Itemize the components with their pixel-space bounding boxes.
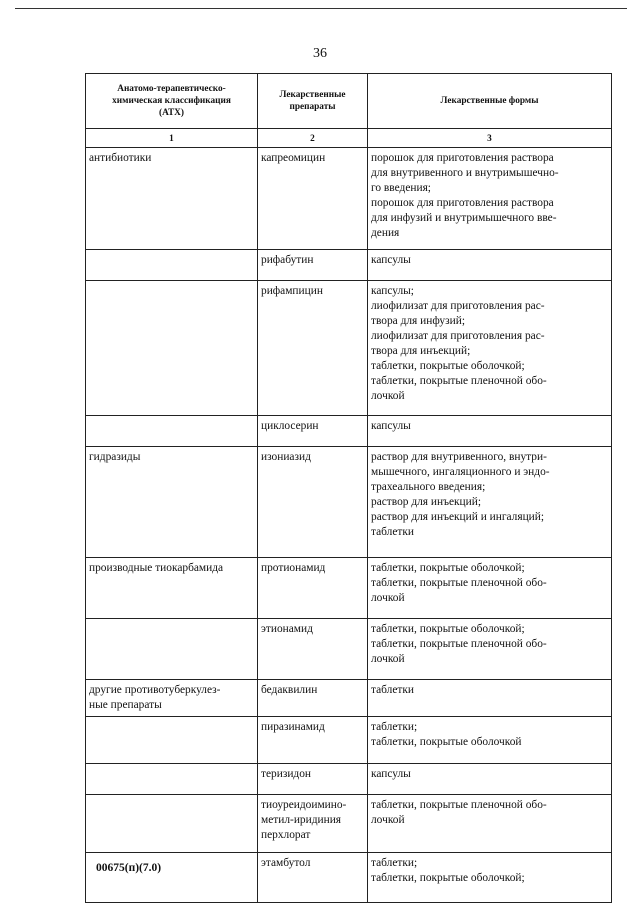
document-code: 00675(п)(7.0) — [96, 862, 162, 874]
drug-cell — [258, 853, 368, 903]
column-number-row — [86, 129, 612, 148]
drug-cell-line: циклосерин — [261, 420, 319, 432]
forms-cell-line: раствор для инъекций и ингаляций; — [371, 511, 545, 523]
forms-cell-line: лочкой — [371, 390, 405, 402]
table-body — [86, 148, 612, 903]
header-row — [86, 74, 612, 129]
table-row — [86, 853, 612, 903]
atc-cell — [86, 764, 258, 795]
table-row — [86, 250, 612, 281]
drug-cell-line: этионамид — [261, 623, 313, 635]
column-number: 1 — [86, 129, 258, 148]
page-number: 36 — [313, 46, 327, 61]
drug-cell — [258, 619, 368, 680]
forms-cell-line: раствор для инъекций; — [371, 496, 482, 508]
forms-cell — [368, 853, 612, 903]
forms-cell-line: капсулы — [371, 768, 411, 780]
table-row — [86, 795, 612, 853]
column-number: 2 — [258, 129, 368, 148]
forms-cell-line: капсулы — [371, 254, 411, 266]
drug-cell — [258, 281, 368, 416]
drug-cell-line: перхлорат — [261, 829, 311, 841]
drug-cell-line: рифампицин — [261, 285, 323, 297]
table-row — [86, 764, 612, 795]
forms-cell-line: лиофилизат для приготовления рас- — [371, 330, 545, 342]
forms-cell-line: таблетки, покрытые пленочной обо- — [371, 638, 547, 650]
drug-cell-line: тиоуреидоимино- — [261, 799, 347, 811]
header-forms — [368, 74, 612, 129]
forms-cell-line: лочкой — [371, 592, 405, 604]
forms-cell-line: таблетки, покрытые пленочной обо- — [371, 577, 547, 589]
forms-cell-line: таблетки, покрытые оболочкой; — [371, 872, 525, 884]
forms-cell-line: порошок для приготовления раствора — [371, 197, 554, 209]
forms-cell-line: капсулы — [371, 420, 411, 432]
header-line: Анатомо-терапевтическо- — [117, 84, 226, 94]
table-row — [86, 680, 612, 717]
drug-cell-line: изониазид — [261, 451, 311, 463]
drug-table — [85, 73, 612, 903]
header-line: препараты — [289, 102, 336, 112]
forms-cell-line: таблетки; — [371, 857, 418, 869]
atc-cell-line: антибиотики — [89, 152, 152, 164]
forms-cell-line: таблетки — [371, 526, 415, 538]
atc-cell — [86, 853, 258, 903]
atc-cell-line: другие противотуберкулез- — [89, 684, 221, 696]
forms-cell-line: капсулы; — [371, 285, 414, 297]
atc-cell — [86, 558, 258, 619]
forms-cell — [368, 281, 612, 416]
drug-cell — [258, 416, 368, 447]
column-number: 3 — [368, 129, 612, 148]
drug-cell — [258, 680, 368, 717]
drug-cell-line: рифабутин — [261, 254, 314, 266]
atc-cell-line: гидразиды — [89, 451, 141, 463]
atc-cell — [86, 281, 258, 416]
atc-cell — [86, 416, 258, 447]
drug-cell-line: капреомицин — [261, 152, 326, 164]
drug-cell-line: бедаквилин — [261, 684, 318, 696]
table-row — [86, 148, 612, 250]
forms-cell-line: лочкой — [371, 653, 405, 665]
atc-cell — [86, 717, 258, 764]
forms-cell — [368, 558, 612, 619]
atc-cell-line: производные тиокарбамида — [89, 562, 224, 574]
forms-cell — [368, 447, 612, 558]
forms-cell-line: го введения; — [371, 182, 431, 194]
drug-cell-line: пиразинамид — [261, 721, 325, 733]
drug-cell-line: этамбутол — [261, 857, 311, 869]
atc-cell — [86, 680, 258, 717]
forms-cell-line: таблетки; — [371, 721, 418, 733]
forms-cell-line: таблетки, покрытые пленочной обо- — [371, 375, 547, 387]
forms-cell-line: лиофилизат для приготовления рас- — [371, 300, 545, 312]
forms-cell-line: таблетки, покрытые пленочной обо- — [371, 799, 547, 811]
forms-cell — [368, 619, 612, 680]
drug-cell — [258, 795, 368, 853]
drug-cell-line: протионамид — [261, 562, 326, 574]
forms-cell — [368, 717, 612, 764]
forms-cell-line: для инфузий и внутримышечного вве- — [371, 212, 557, 224]
forms-cell — [368, 148, 612, 250]
forms-cell-line: для внутривенного и внутримышечно- — [371, 167, 559, 179]
table-row — [86, 416, 612, 447]
drug-cell — [258, 447, 368, 558]
forms-cell-line: дения — [371, 227, 400, 239]
header-line: (АТХ) — [158, 108, 184, 118]
forms-cell-line: раствор для внутривенного, внутри- — [371, 451, 547, 463]
atc-cell — [86, 619, 258, 680]
table-row — [86, 281, 612, 416]
atc-cell-line: ные препараты — [89, 699, 162, 711]
header-drugs — [258, 74, 368, 129]
drug-cell — [258, 148, 368, 250]
forms-cell — [368, 764, 612, 795]
table-row — [86, 558, 612, 619]
forms-cell-line: лочкой — [371, 814, 405, 826]
header-atc — [86, 74, 258, 129]
drug-cell — [258, 250, 368, 281]
forms-cell-line: порошок для приготовления раствора — [371, 152, 554, 164]
forms-cell-line: твора для инъекций; — [371, 345, 471, 357]
atc-cell — [86, 447, 258, 558]
forms-cell — [368, 416, 612, 447]
table-row — [86, 717, 612, 764]
header-line: Лекарственные формы — [440, 96, 539, 106]
drug-cell — [258, 558, 368, 619]
table-row — [86, 619, 612, 680]
atc-cell — [86, 250, 258, 281]
drug-cell-line: теризидон — [261, 768, 312, 780]
table-row — [86, 447, 612, 558]
forms-cell-line: таблетки, покрытые оболочкой — [371, 736, 522, 748]
atc-cell — [86, 795, 258, 853]
atc-cell — [86, 148, 258, 250]
header-line: химическая классификация — [112, 96, 231, 106]
drug-cell — [258, 717, 368, 764]
forms-cell — [368, 680, 612, 717]
forms-cell — [368, 795, 612, 853]
header-line: Лекарственные — [279, 90, 346, 100]
forms-cell — [368, 250, 612, 281]
drug-cell — [258, 764, 368, 795]
forms-cell-line: таблетки, покрытые оболочкой; — [371, 360, 525, 372]
drug-cell-line: метил-иридиния — [261, 814, 342, 826]
forms-cell-line: мышечного, ингаляционного и эндо- — [371, 466, 550, 478]
forms-cell-line: таблетки, покрытые оболочкой; — [371, 562, 525, 574]
forms-cell-line: таблетки — [371, 684, 415, 696]
forms-cell-line: таблетки, покрытые оболочкой; — [371, 623, 525, 635]
top-rule — [15, 8, 627, 9]
forms-cell-line: трахеального введения; — [371, 481, 486, 493]
forms-cell-line: твора для инфузий; — [371, 315, 465, 327]
